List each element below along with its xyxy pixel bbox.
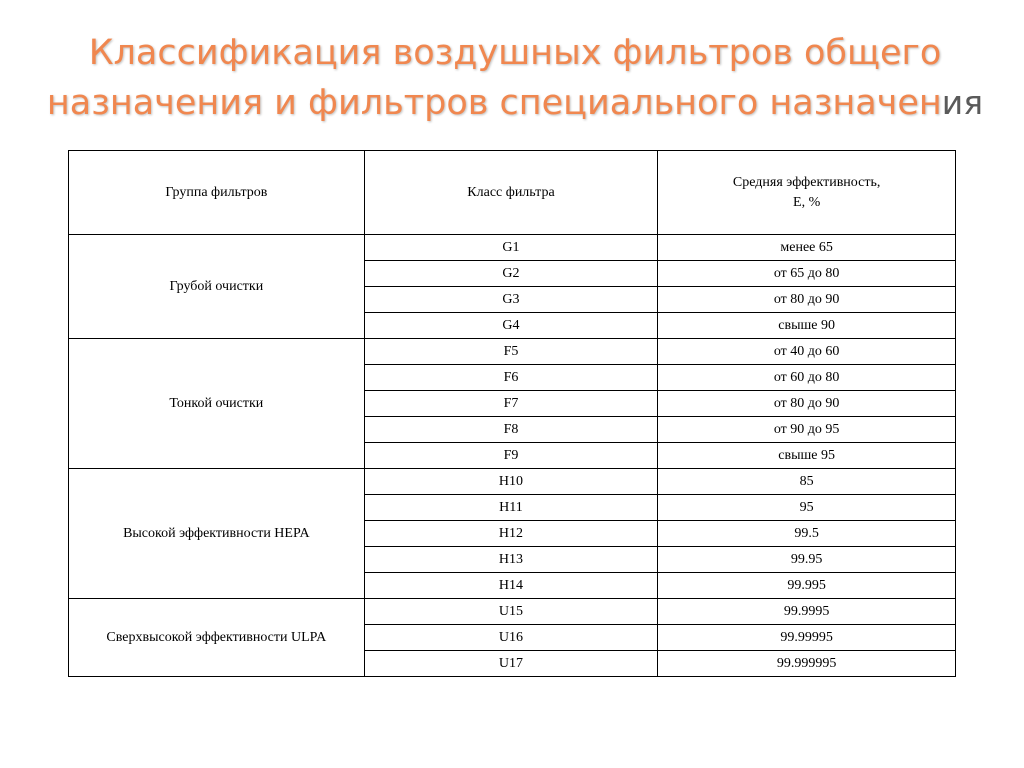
class-cell: F6 <box>364 365 658 391</box>
group-cell: Высокой эффективности HEPA <box>69 469 365 599</box>
table-body <box>69 235 956 677</box>
efficiency-cell: 99.995 <box>658 573 956 599</box>
group-cell: Тонкой очистки <box>69 339 365 469</box>
efficiency-cell: от 90 до 95 <box>658 417 956 443</box>
filter-classification-table <box>68 150 956 677</box>
efficiency-cell: от 65 до 80 <box>658 261 956 287</box>
efficiency-cell: 99.9995 <box>658 599 956 625</box>
table-row <box>69 469 956 495</box>
efficiency-cell: 99.99995 <box>658 625 956 651</box>
class-cell: H12 <box>364 521 658 547</box>
class-cell: H11 <box>364 495 658 521</box>
class-cell: G2 <box>364 261 658 287</box>
efficiency-cell: свыше 90 <box>658 313 956 339</box>
class-cell: F9 <box>364 443 658 469</box>
class-cell: G1 <box>364 235 658 261</box>
class-cell: U16 <box>364 625 658 651</box>
table-row <box>69 599 956 625</box>
efficiency-cell: 85 <box>658 469 956 495</box>
class-cell: G4 <box>364 313 658 339</box>
header-class: Класс фильтра <box>364 151 658 235</box>
efficiency-cell: 99.999995 <box>658 651 956 677</box>
header-group: Группа фильтров <box>69 151 365 235</box>
efficiency-cell: 99.5 <box>658 521 956 547</box>
group-cell: Грубой очистки <box>69 235 365 339</box>
efficiency-cell: менее 65 <box>658 235 956 261</box>
header-efficiency-line1: Средняя эффективность, <box>732 174 881 190</box>
class-cell: H14 <box>364 573 658 599</box>
class-cell: U17 <box>364 651 658 677</box>
header-efficiency <box>658 151 956 235</box>
title-line-2 <box>20 78 1010 128</box>
class-cell: U15 <box>364 599 658 625</box>
class-cell: F5 <box>364 339 658 365</box>
efficiency-cell: свыше 95 <box>658 443 956 469</box>
table-row <box>69 339 956 365</box>
slide-title <box>20 28 1010 128</box>
efficiency-cell: от 80 до 90 <box>658 391 956 417</box>
header-row <box>69 151 956 235</box>
group-cell: Сверхвысокой эффективности ULPA <box>69 599 365 677</box>
efficiency-cell: от 80 до 90 <box>658 287 956 313</box>
class-cell: H10 <box>364 469 658 495</box>
efficiency-cell: 95 <box>658 495 956 521</box>
efficiency-cell: от 40 до 60 <box>658 339 956 365</box>
class-cell: F7 <box>364 391 658 417</box>
efficiency-cell: 99.95 <box>658 547 956 573</box>
class-cell: H13 <box>364 547 658 573</box>
header-efficiency-line2: E, % <box>793 194 821 210</box>
title-line-2-tail: ия <box>941 83 984 122</box>
title-line-2-main: назначения и фильтров специального назначен <box>46 83 942 123</box>
efficiency-cell: от 60 до 80 <box>658 365 956 391</box>
title-line-1: Классификация воздушных фильтров общего <box>88 33 942 73</box>
class-cell: F8 <box>364 417 658 443</box>
class-cell: G3 <box>364 287 658 313</box>
table-row <box>69 235 956 261</box>
